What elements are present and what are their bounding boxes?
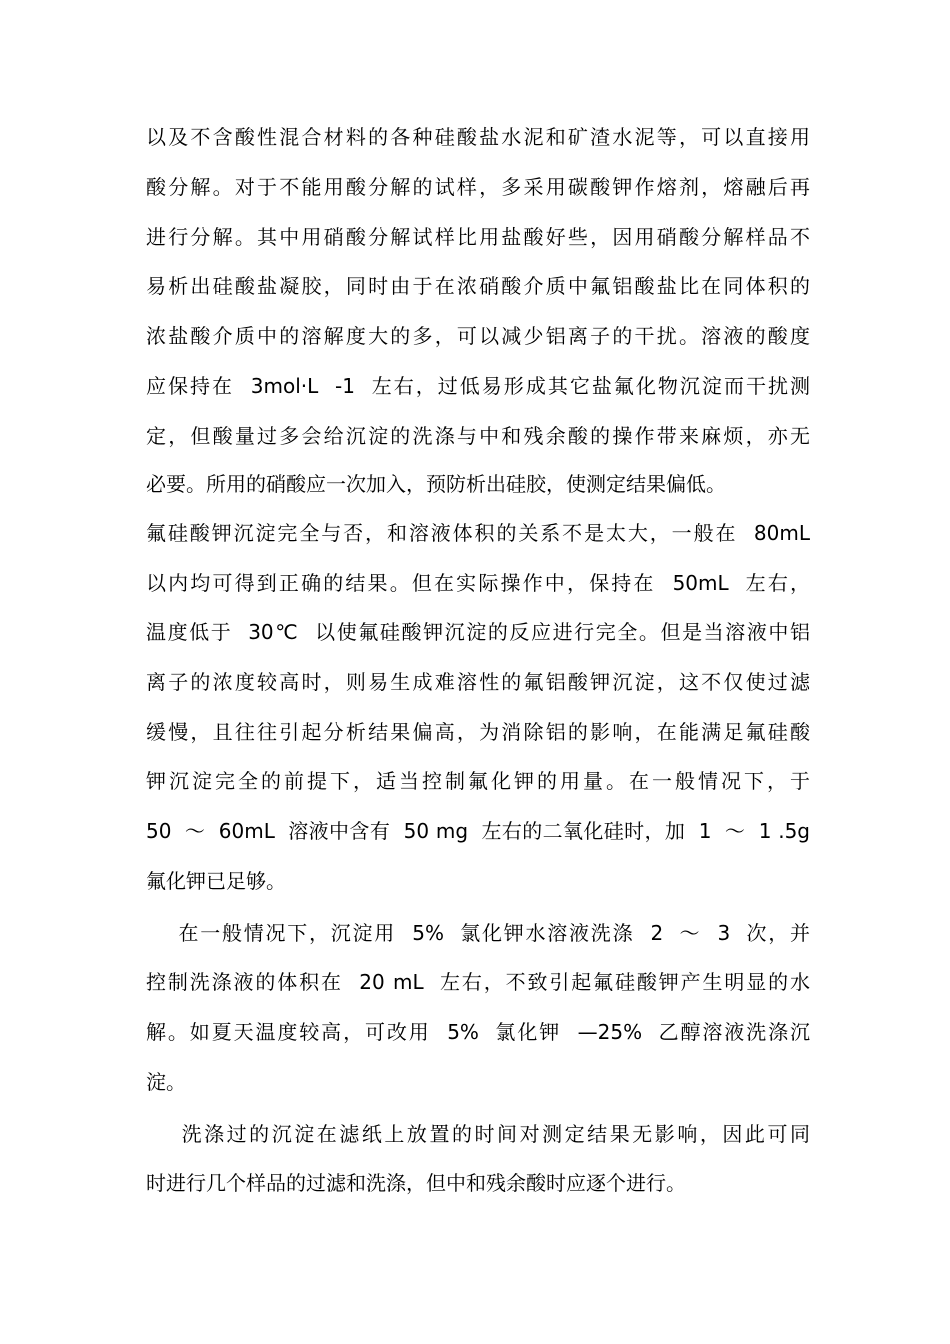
text-line: 缓慢，且往往引起分析结果偏高，为消除铝的影响，在能满足氟硅酸 xyxy=(146,720,810,744)
text-line: 时进行几个样品的过滤和洗涤，但中和残余酸时应逐个进行。 xyxy=(146,1171,686,1195)
text-line: 钾沉淀完全的前提下，适当控制氟化钾的用量。在一般情况下，于 xyxy=(146,769,810,793)
text-line: 以内均可得到正确的结果。但在实际操作中，保持在 50mL 左右， xyxy=(146,571,810,595)
text-line: 易析出硅酸盐凝胶，同时由于在浓硝酸介质中氟铝酸盐比在同体积的 xyxy=(146,274,810,298)
text-line: 控制洗涤液的体积在 20 mL 左右，不致引起氟硅酸钾产生明显的水 xyxy=(146,970,810,994)
text-line: 进行分解。其中用硝酸分解试样比用盐酸好些，因用硝酸分解样品不 xyxy=(146,225,810,249)
text-line: 浓盐酸介质中的溶解度大的多，可以减少铝离子的干扰。溶液的酸度 xyxy=(146,324,810,348)
text-line: 洗涤过的沉淀在滤纸上放置的时间对测定结果无影响，因此可同 xyxy=(146,1122,810,1146)
text-line: 淀。 xyxy=(146,1070,186,1094)
text-line: 酸分解。对于不能用酸分解的试样，多采用碳酸钾作熔剂，熔融后再 xyxy=(146,175,810,199)
text-line: 50 ～ 60mL 溶液中含有 50 mg 左右的二氧化硅时，加 1 ～ 1 .5g xyxy=(146,819,810,843)
text-line: 氟化钾已足够。 xyxy=(146,869,286,893)
text-line: 解。如夏天温度较高，可改用 5% 氯化钾 —25% 乙醇溶液洗涤沉 xyxy=(146,1020,810,1044)
text-line: 以及不含酸性混合材料的各种硅酸盐水泥和矿渣水泥等，可以直接用 xyxy=(146,125,810,149)
text-line: 氟硅酸钾沉淀完全与否，和溶液体积的关系不是太大，一般在 80mL xyxy=(146,521,810,545)
text-line: 应保持在 3mol·L -1 左右，过低易形成其它盐氟化物沉淀而干扰测 xyxy=(146,374,810,398)
text-line: 定，但酸量过多会给沉淀的洗涤与中和残余酸的操作带来麻烦，亦无 xyxy=(146,424,810,448)
text-line: 温度低于 30℃ 以使氟硅酸钾沉淀的反应进行完全。但是当溶液中铝 xyxy=(146,620,810,644)
text-line: 必要。所用的硝酸应一次加入，预防析出硅胶，使测定结果偏低。 xyxy=(146,472,726,496)
text-line: 在一般情况下，沉淀用 5% 氯化钾水溶液洗涤 2 ～ 3 次，并 xyxy=(146,921,810,945)
text-line: 离子的浓度较高时，则易生成难溶性的氟铝酸钾沉淀，这不仅使过滤 xyxy=(146,670,810,694)
